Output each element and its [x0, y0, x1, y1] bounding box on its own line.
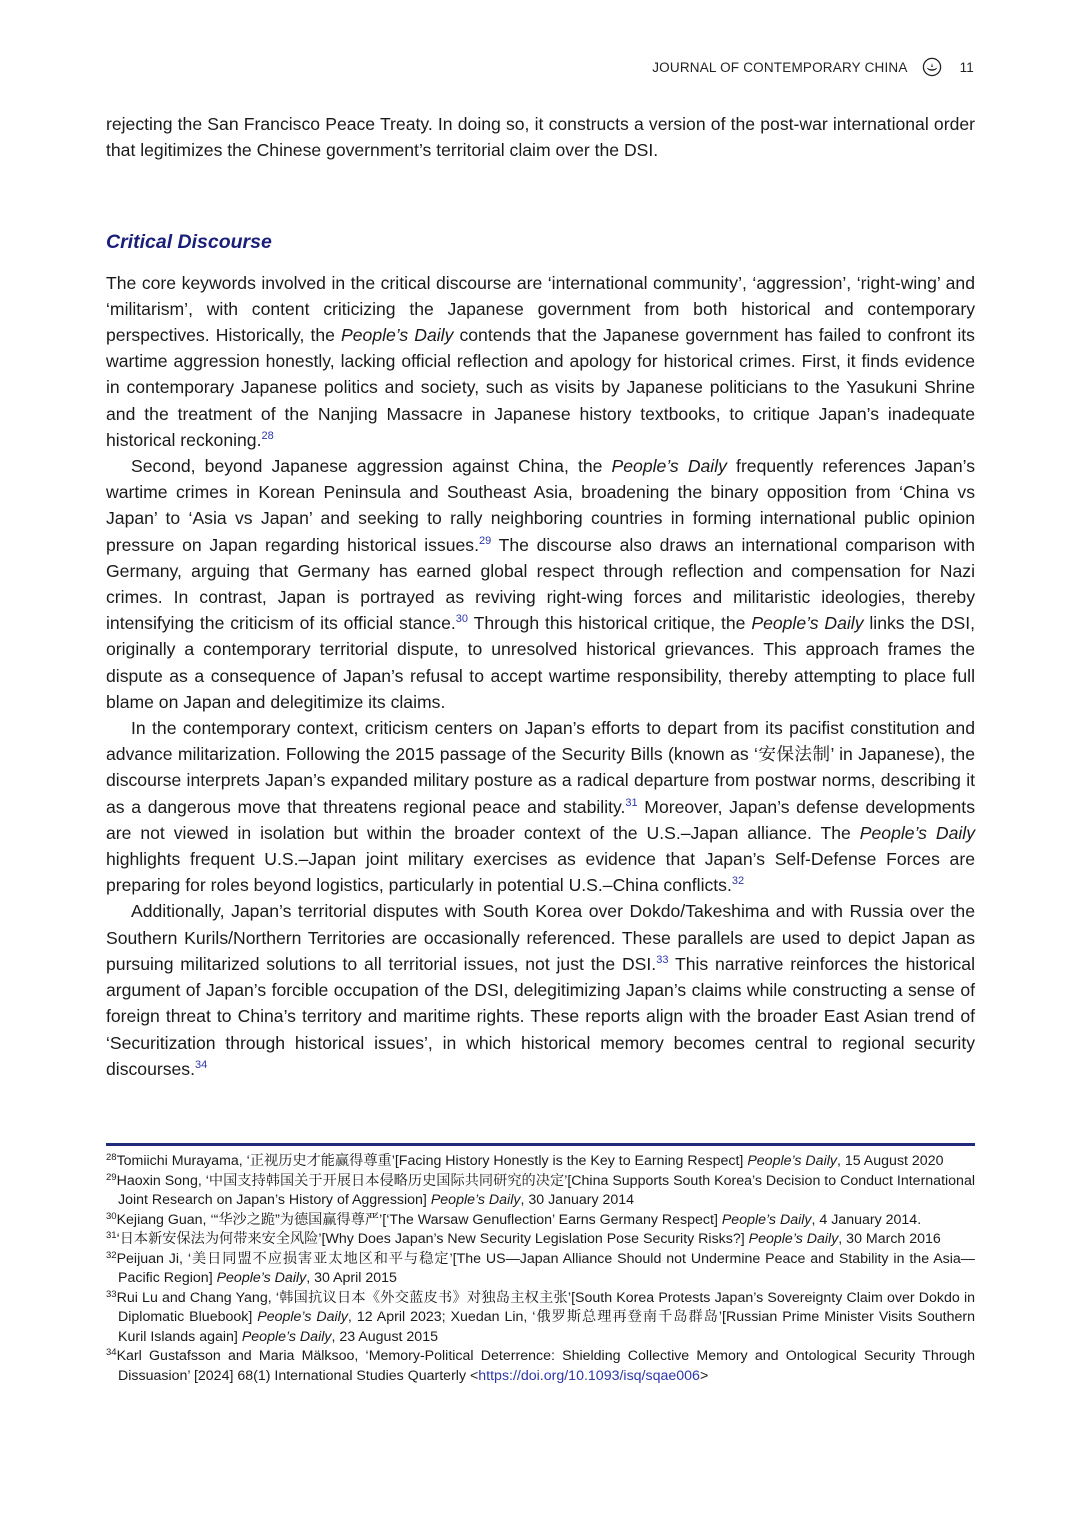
footnote-31: $^{31}$‘日本新安保法为何带来安全风险’[Why Does Japan’s New Security Legislation Pose Security Risks?] People’s Daily, 30 March 2016: [106, 1230, 941, 1247]
main-text: [106, 111, 975, 1082]
footnote-30: $^{30}$Kejiang Guan, ‘“华沙之跪”为德国赢得尊严’[‘The Warsaw Genuflection’ Earns Germany Respect] People’s Daily, 4 January 2014.: [106, 1210, 922, 1228]
page-number: 11: [959, 59, 974, 75]
publisher-lamp-icon: [922, 57, 942, 77]
journal-title: JOURNAL OF CONTEMPORARY CHINA: [652, 59, 908, 75]
footnote-34: $^{34}$Karl Gustafsson and Maria Mälksoo, ‘Memory-Political Deterrence: Shielding Collective Memory and Ontological Security Through Dissuasion’ [2024] 68(1) International Studies Quarterly <https://doi.org/10.1093/isq/sqae006>: [106, 1347, 975, 1384]
section-heading: Critical Discourse: [106, 231, 272, 254]
footnote-ref-31[interactable]: 31: [625, 796, 638, 809]
footnote-ref-29[interactable]: 29: [478, 534, 492, 547]
footnotes: [106, 1152, 975, 1386]
doi-link[interactable]: https://doi.org/10.1093/isq/sqae006: [478, 1367, 700, 1384]
footnote-32: $^{32}$Peijuan Ji, ‘美日同盟不应损害亚太地区和平与稳定’[The US—Japan Alliance Should not Undermine Peace and Stability in the Asia—Pacific Region] People’s Daily, 30 April 2015: [106, 1249, 975, 1286]
footnote-28: $^{28}$Tomiichi Murayama, ‘正视历史才能赢得尊重’[Facing History Honestly is the Key to Earning Respect] People’s Daily, 15 August 2020: [106, 1152, 944, 1169]
footnote-29: $^{29}$Haoxin Song, ‘中国支持韩国关于开展日本侵略历史国际共同研究的决定’[China Supports South Korea’s Decision to Conduct International Joint Research on Japan’s History of Aggression] People’s Daily, 30 January 2014: [106, 1171, 975, 1208]
footnote-33: $^{33}$Rui Lu and Chang Yang, ‘韩国抗议日本《外交蓝皮书》对独岛主权主张’[South Korea Protests Japan’s Sovereignty Claim over Dokdo in Diplomatic Bluebook] People’s Daily, 12 April 2023; Xuedan Lin, ‘俄罗斯总理再登南千岛群岛’[Russian Prime Minister Visits Southern Kuril Islands again] People’s Daily, 23 August 2015: [106, 1288, 975, 1345]
footnote-ref-28[interactable]: 28: [261, 429, 274, 442]
paragraph-1: The core keywords involved in the critical discourse are ‘international community’, ‘aggression’, ‘right-wing’ and ‘militarism’, with content criticizing the Japanese government from both historical and contemporary perspectives. Historically, the People’s Daily contends that the Japanese government has failed to confront its wartime aggression honestly, lacking official reflection and apology for historical crimes. First, it finds evidence in contemporary Japanese politics and society, such as visits by Japanese politicians to the Yasukuni Shrine and the treatment of the Nanjing Massacre in Japanese history textbooks, to critique Japan’s inadequate historical reckoning.$^{28}$: [106, 272, 975, 450]
running-header: [652, 57, 974, 77]
footnote-divider: [106, 1143, 975, 1146]
footnote-ref-30[interactable]: 30: [455, 613, 469, 626]
paragraph-4: Additionally, Japan’s territorial disputes with South Korea over Dokdo/Takeshima and with Russia over the Southern Kurils/Northern Territories are occasionally referenced. These parallels are used to depict Japan as pursuing militarized solutions to all territorial issues, not just the DSI.$^{33}$ This narrative reinforces the historical argument of Japan’s forcible occupation of the DSI, delegitimizing Japan’s claims while constructing a sense of foreign threat to China’s territory and maritime rights. These reports align with the broader East Asian trend of ‘Securitization through historical issues’, in which historical memory becomes central to regional security discourses.$^{34}$: [106, 901, 975, 1079]
intro-paragraph: rejecting the San Francisco Peace Treaty. In doing so, it constructs a version of the post-war international order that legitimizes the Chinese government’s territorial claim over the DSI.: [106, 114, 975, 161]
paragraph-3: In the contemporary context, criticism centers on Japan’s efforts to depart from its pacifist constitution and advance militarization. Following the 2015 passage of the Security Bills (known as ‘安保法制’ in Japanese), the discourse interprets Japan’s expanded military posture as a radical departure from postwar norms, describing it as a dangerous move that threatens regional peace and stability.$^{31}$ Moreover, Japan’s defense developments are not viewed in isolation but within the broader context of the U.S.–Japan alliance. The People’s Daily highlights frequent U.S.–Japan joint military exercises as evidence that Japan’s Self-Defense Forces are preparing for roles beyond logistics, particularly in potential U.S.–China conflicts.$^{32}$: [106, 718, 975, 896]
footnote-ref-34[interactable]: 34: [194, 1058, 208, 1071]
footnote-ref-33[interactable]: 33: [656, 953, 669, 966]
paragraph-2: Second, beyond Japanese aggression against China, the People’s Daily frequently references Japan’s wartime crimes in Korean Peninsula and Southeast Asia, broadening the binary opposition from ‘China vs Japan’ to ‘Asia vs Japan’ and seeking to rally neighboring countries in forming international public opinion pressure on Japan regarding historical issues.$^{29}$ The discourse also draws an international comparison with Germany, arguing that Germany has earned global respect through reflection and compensation for Nazi crimes. In contrast, Japan is portrayed as reviving right-wing forces and militaristic ideologies, thereby intensifying the criticism of its official stance.$^{30}$ Through this historical critique, the People’s Daily links the DSI, originally a contemporary territorial dispute, to unresolved historical grievances. This approach frames the dispute as a consequence of Japan’s refusal to accept wartime responsibility, thereby attempting to place full blame on Japan and delegitimize its claims.: [106, 456, 976, 712]
footnote-ref-32[interactable]: 32: [731, 875, 745, 888]
